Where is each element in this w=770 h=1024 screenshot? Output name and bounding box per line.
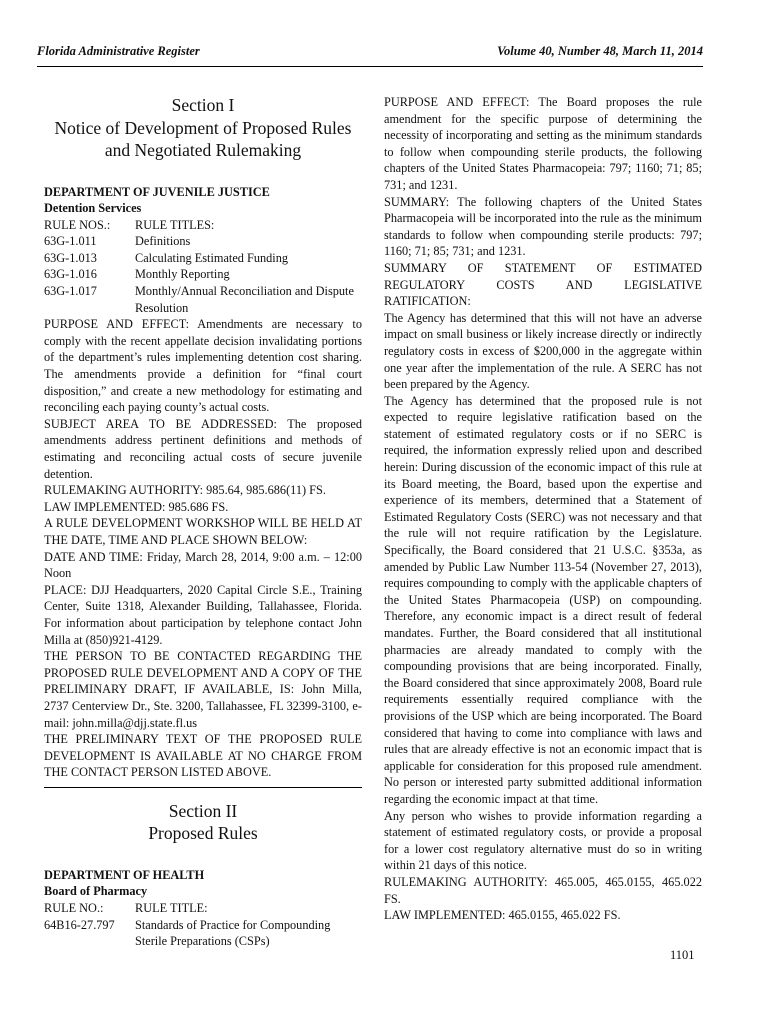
rules-table-header: RULE NOS.: RULE TITLES: bbox=[44, 217, 215, 232]
division-heading: Board of Pharmacy bbox=[44, 884, 148, 899]
authority-paragraph: RULEMAKING AUTHORITY: 465.005, 465.0155, 465.022 FS. bbox=[384, 874, 702, 906]
running-header bbox=[37, 44, 703, 67]
department-heading: DEPARTMENT OF JUVENILE JUSTICE bbox=[44, 184, 270, 199]
section-divider bbox=[44, 787, 362, 788]
place-paragraph: PLACE: DJJ Headquarters, 2020 Capital Circle S.E., Training Center, Suite 1318, Alexander Building, Tallahassee, Florida. For information about participation by telephone contact John Milla at (850)921-4129. bbox=[44, 582, 362, 647]
division-heading: Detention Services bbox=[44, 201, 142, 216]
law-paragraph: LAW IMPLEMENTED: 465.0155, 465.022 FS. bbox=[384, 908, 621, 923]
purpose-paragraph: PURPOSE AND EFFECT: The Board proposes the rule amendment for the specific purpose of determining the necessity of incorporating and setting as the minimum standards to follow when compounding sterile products, the following chapters of the United States Pharmacopeia: 797; 1160; 71; 85; 731; and 1231. bbox=[384, 95, 702, 192]
workshop-paragraph: A RULE DEVELOPMENT WORKSHOP WILL BE HELD AT THE DATE, TIME AND PLACE SHOWN BELOW: bbox=[44, 516, 362, 547]
comment-paragraph: Any person who wishes to provide information regarding a statement of estimated regulatory costs, or provide a proposal for a lower cost regulatory alternative must do so in writing within 21 days of this notice. bbox=[384, 808, 702, 873]
contact-paragraph: THE PERSON TO BE CONTACTED REGARDING THE PROPOSED RULE DEVELOPMENT AND A COPY OF THE PRELIMINARY DRAFT, IF AVAILABLE, IS: John Milla, 2737 Centerview Dr., Ste. 3200, Tallahassee, FL 32399-3100, e-mail: john.milla@djj.state.fl.us bbox=[44, 649, 362, 730]
authority-paragraph: RULEMAKING AUTHORITY: 985.64, 985.686(11) FS. bbox=[44, 483, 326, 498]
rule-row: 63G-1.011 Definitions bbox=[44, 234, 191, 249]
left-column bbox=[44, 94, 362, 950]
ratification-paragraph: The Agency has determined that the proposed rule is not expected to require legislative ratification based on the statement of estimated regulatory costs or if no SERC is required, the information expressly relied upon and described herein: During discussion of the economic impact of this rule at its Board meeting, the Board, based upon the expertise and experience of its members, determined that a Statement of Estimated Regulatory Costs (SERC) was not necessary and that the rule will not require ratification by the Legislature. Specifically, the Board considered that 21 U.S.C. §353a, as amended by Public Law Number 113-54 (November 27, 2013), requires compounding to comply with the applicable chapters of the United States Pharmacopeia (USP) on compounding. Therefore, any economic impact is a direct result of federal mandates. Further, the Board considered that all institutional pharmacies are already mandated to comply with the compounding provisions that are being incorporated. Finally, the Board considered that since approximately 2008, Board rule requirements essentially required compliance with the provisions of the USP which are being incorporated. The Board considered that having to come into compliance with laws and rules that are already effective is not an economic impact that is applicable for consideration for this proposed rule amendment. No person or interested party submitted additional information regarding the economic impact at that time. bbox=[384, 393, 702, 806]
summary-paragraph: SUMMARY: The following chapters of the United States Pharmacopeia will be incorporated into the rule as the minimum standards to follow when compounding sterile products: 797; 1160; 71; 85; 731; and 1231. bbox=[384, 194, 702, 259]
section-2-title: Section II Proposed Rules bbox=[148, 800, 258, 844]
law-paragraph: LAW IMPLEMENTED: 985.686 FS. bbox=[44, 499, 229, 514]
preliminary-text-paragraph: THE PRELIMINARY TEXT OF THE PROPOSED RULE DEVELOPMENT IS AVAILABLE AT NO CHARGE FROM THE CONTACT PERSON LISTED ABOVE. bbox=[44, 732, 362, 780]
rule-row: 63G-1.017 Monthly/Annual Reconciliation and Dispute Resolution bbox=[44, 284, 354, 315]
issue-info: Volume 40, Number 48, March 11, 2014 bbox=[497, 44, 703, 58]
rules-table-header: RULE NO.: RULE TITLE: bbox=[44, 901, 208, 916]
right-column bbox=[384, 94, 702, 924]
subject-paragraph: SUBJECT AREA TO BE ADDRESSED: The proposed amendments address pertinent definitions and methods of estimating and reconciling actual costs of secure juvenile detention. bbox=[44, 416, 362, 481]
rule-row: 63G-1.016 Monthly Reporting bbox=[44, 267, 230, 282]
serc-heading: SUMMARY OF STATEMENT OF ESTIMATED REGULATORY COSTS AND LEGISLATIVE RATIFICATION: bbox=[384, 260, 702, 309]
section-1-title: Section I Notice of Development of Proposed Rules and Negotiated Rulemaking bbox=[54, 95, 352, 160]
department-heading: DEPARTMENT OF HEALTH bbox=[44, 867, 205, 882]
rule-row: 63G-1.013 Calculating Estimated Funding bbox=[44, 250, 289, 265]
page-number: 1101 bbox=[670, 948, 695, 962]
purpose-paragraph: PURPOSE AND EFFECT: Amendments are necessary to comply with the recent appellate decision invalidating portions of the department’s rules implementing detention cost sharing. The amendments provide a definition for “final court disposition,” and create a new methodology for estimating and reconciling each paying county’s actual costs. bbox=[44, 317, 362, 415]
publication-title: Florida Administrative Register bbox=[37, 44, 200, 58]
impact-paragraph: The Agency has determined that this will not have an adverse impact on small business or likely increase directly or indirectly regulatory costs in excess of $200,000 in the aggregate within one year after the implementation of the rule. A SERC has not been prepared by the Agency. bbox=[384, 310, 702, 392]
rule-row: 64B16-27.797 Standards of Practice for Compounding Sterile Preparations (CSPs) bbox=[44, 917, 331, 949]
date-time-paragraph: DATE AND TIME: Friday, March 28, 2014, 9:00 a.m. – 12:00 Noon bbox=[44, 549, 362, 581]
